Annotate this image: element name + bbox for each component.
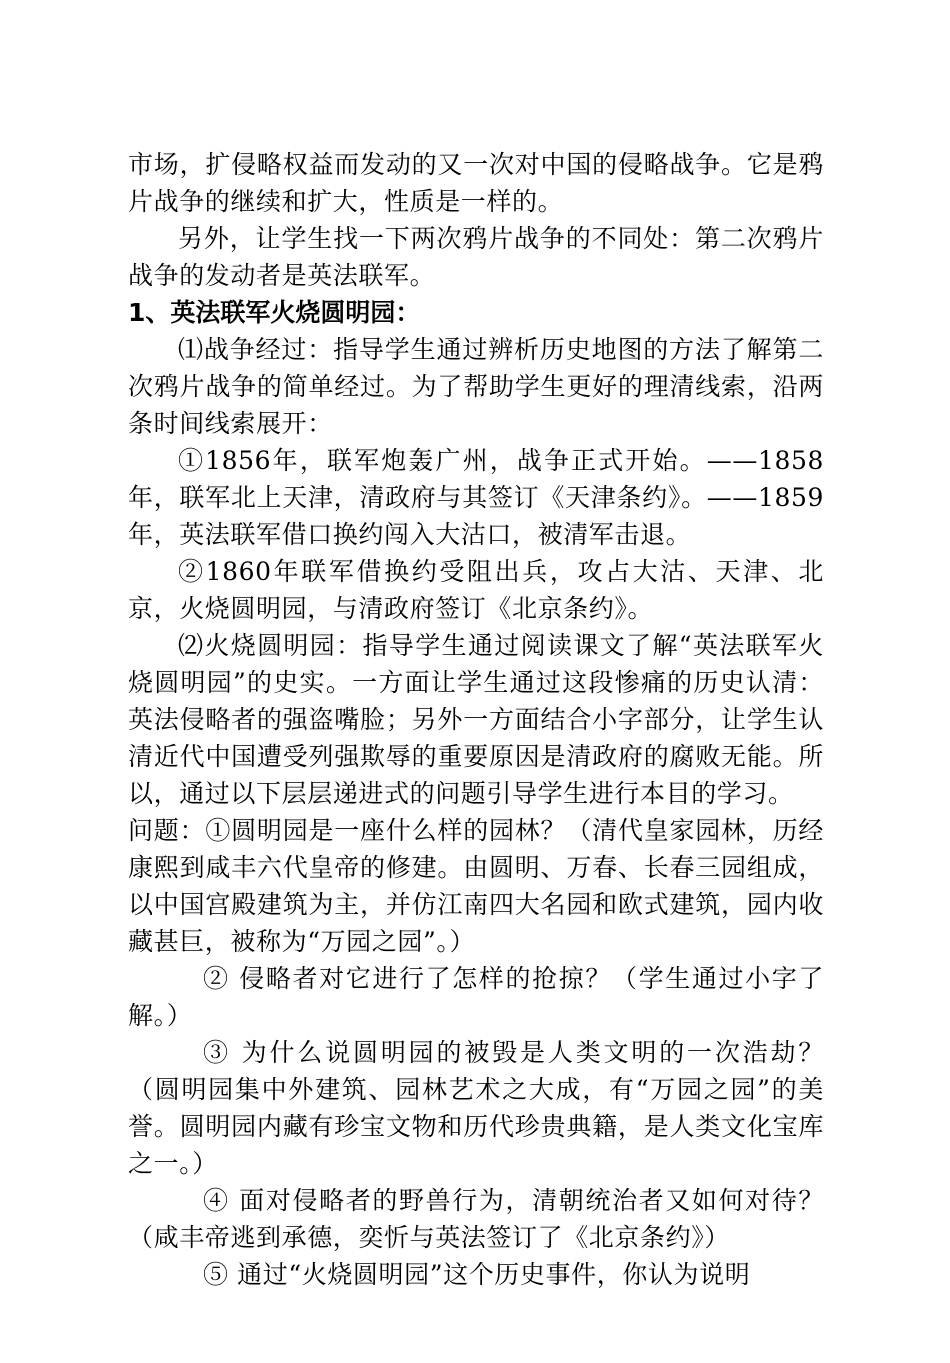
paragraph-war-course: ⑴战争经过：指导学生通过辨析历史地图的方法了解第二次鸦片战争的简单经过。为了帮助学生更好的理清线索，沿两条时间线索展开：: [128, 335, 824, 438]
paragraph-question-5: ⑤ 通过“火烧圆明园”这个历史事件，你认为说明: [203, 1260, 751, 1289]
paragraph-question-1: 问题：①圆明园是一座什么样的园林？（清代皇家园林，历经康熙到咸丰六代皇帝的修建。由圆明、万春、长春三园组成，以中国宫殿建筑为主，并仿江南四大名园和欧式建筑，园内收藏甚巨，被称为“万园之园”。）: [128, 816, 824, 956]
paragraph-burning: ⑵火烧圆明园：指导学生通过阅读课文了解“英法联军火烧圆明园”的史实。一方面让学生通过这段惨痛的历史认清：英法侵略者的强盗嘴脸；另外一方面结合小字部分，让学生认清近代中国遭受列强欺辱的重要原因是清政府的腐败无能。所以，通过以下层层递进式的问题引导学生进行本目的学习。: [128, 631, 824, 808]
paragraph-timeline-2: ②1860年联军借换约受阻出兵，攻占大沽、天津、北京，火烧圆明园，与清政府签订《北京条约》。: [128, 557, 824, 623]
paragraph-question-4: ④ 面对侵略者的野兽行为，清朝统治者又如何对待？（咸丰帝逃到承德，奕忻与英法签订了《北京条约》）: [128, 1186, 824, 1252]
document-body: [128, 146, 824, 1293]
paragraph-timeline-1: ①1856年，联军炮轰广州，战争正式开始。——1858年，联军北上天津，清政府与其签订《天津条约》。——1859年，英法联军借口换约闯入大沽口，被清军击退。: [128, 446, 824, 549]
paragraph-intro-cont: 市场，扩侵略权益而发动的又一次对中国的侵略战争。它是鸦片战争的继续和扩大，性质是一样的。: [128, 150, 824, 216]
paragraph-question-2: ② 侵略者对它进行了怎样的抢掠？（学生通过小字了解。）: [128, 964, 824, 1030]
paragraph-difference: 另外，让学生找一下两次鸦片战争的不同处：第二次鸦片战争的发动者是英法联军。: [128, 224, 824, 290]
paragraph-question-3: ③ 为什么说圆明园的被毁是人类文明的一次浩劫？（圆明园集中外建筑、园林艺术之大成，有“万园之园”的美誉。圆明园内藏有珍宝文物和历代珍贵典籍，是人类文化宝库之一。）: [128, 1038, 824, 1178]
section-heading: 1、英法联军火烧圆明园：: [128, 298, 421, 327]
